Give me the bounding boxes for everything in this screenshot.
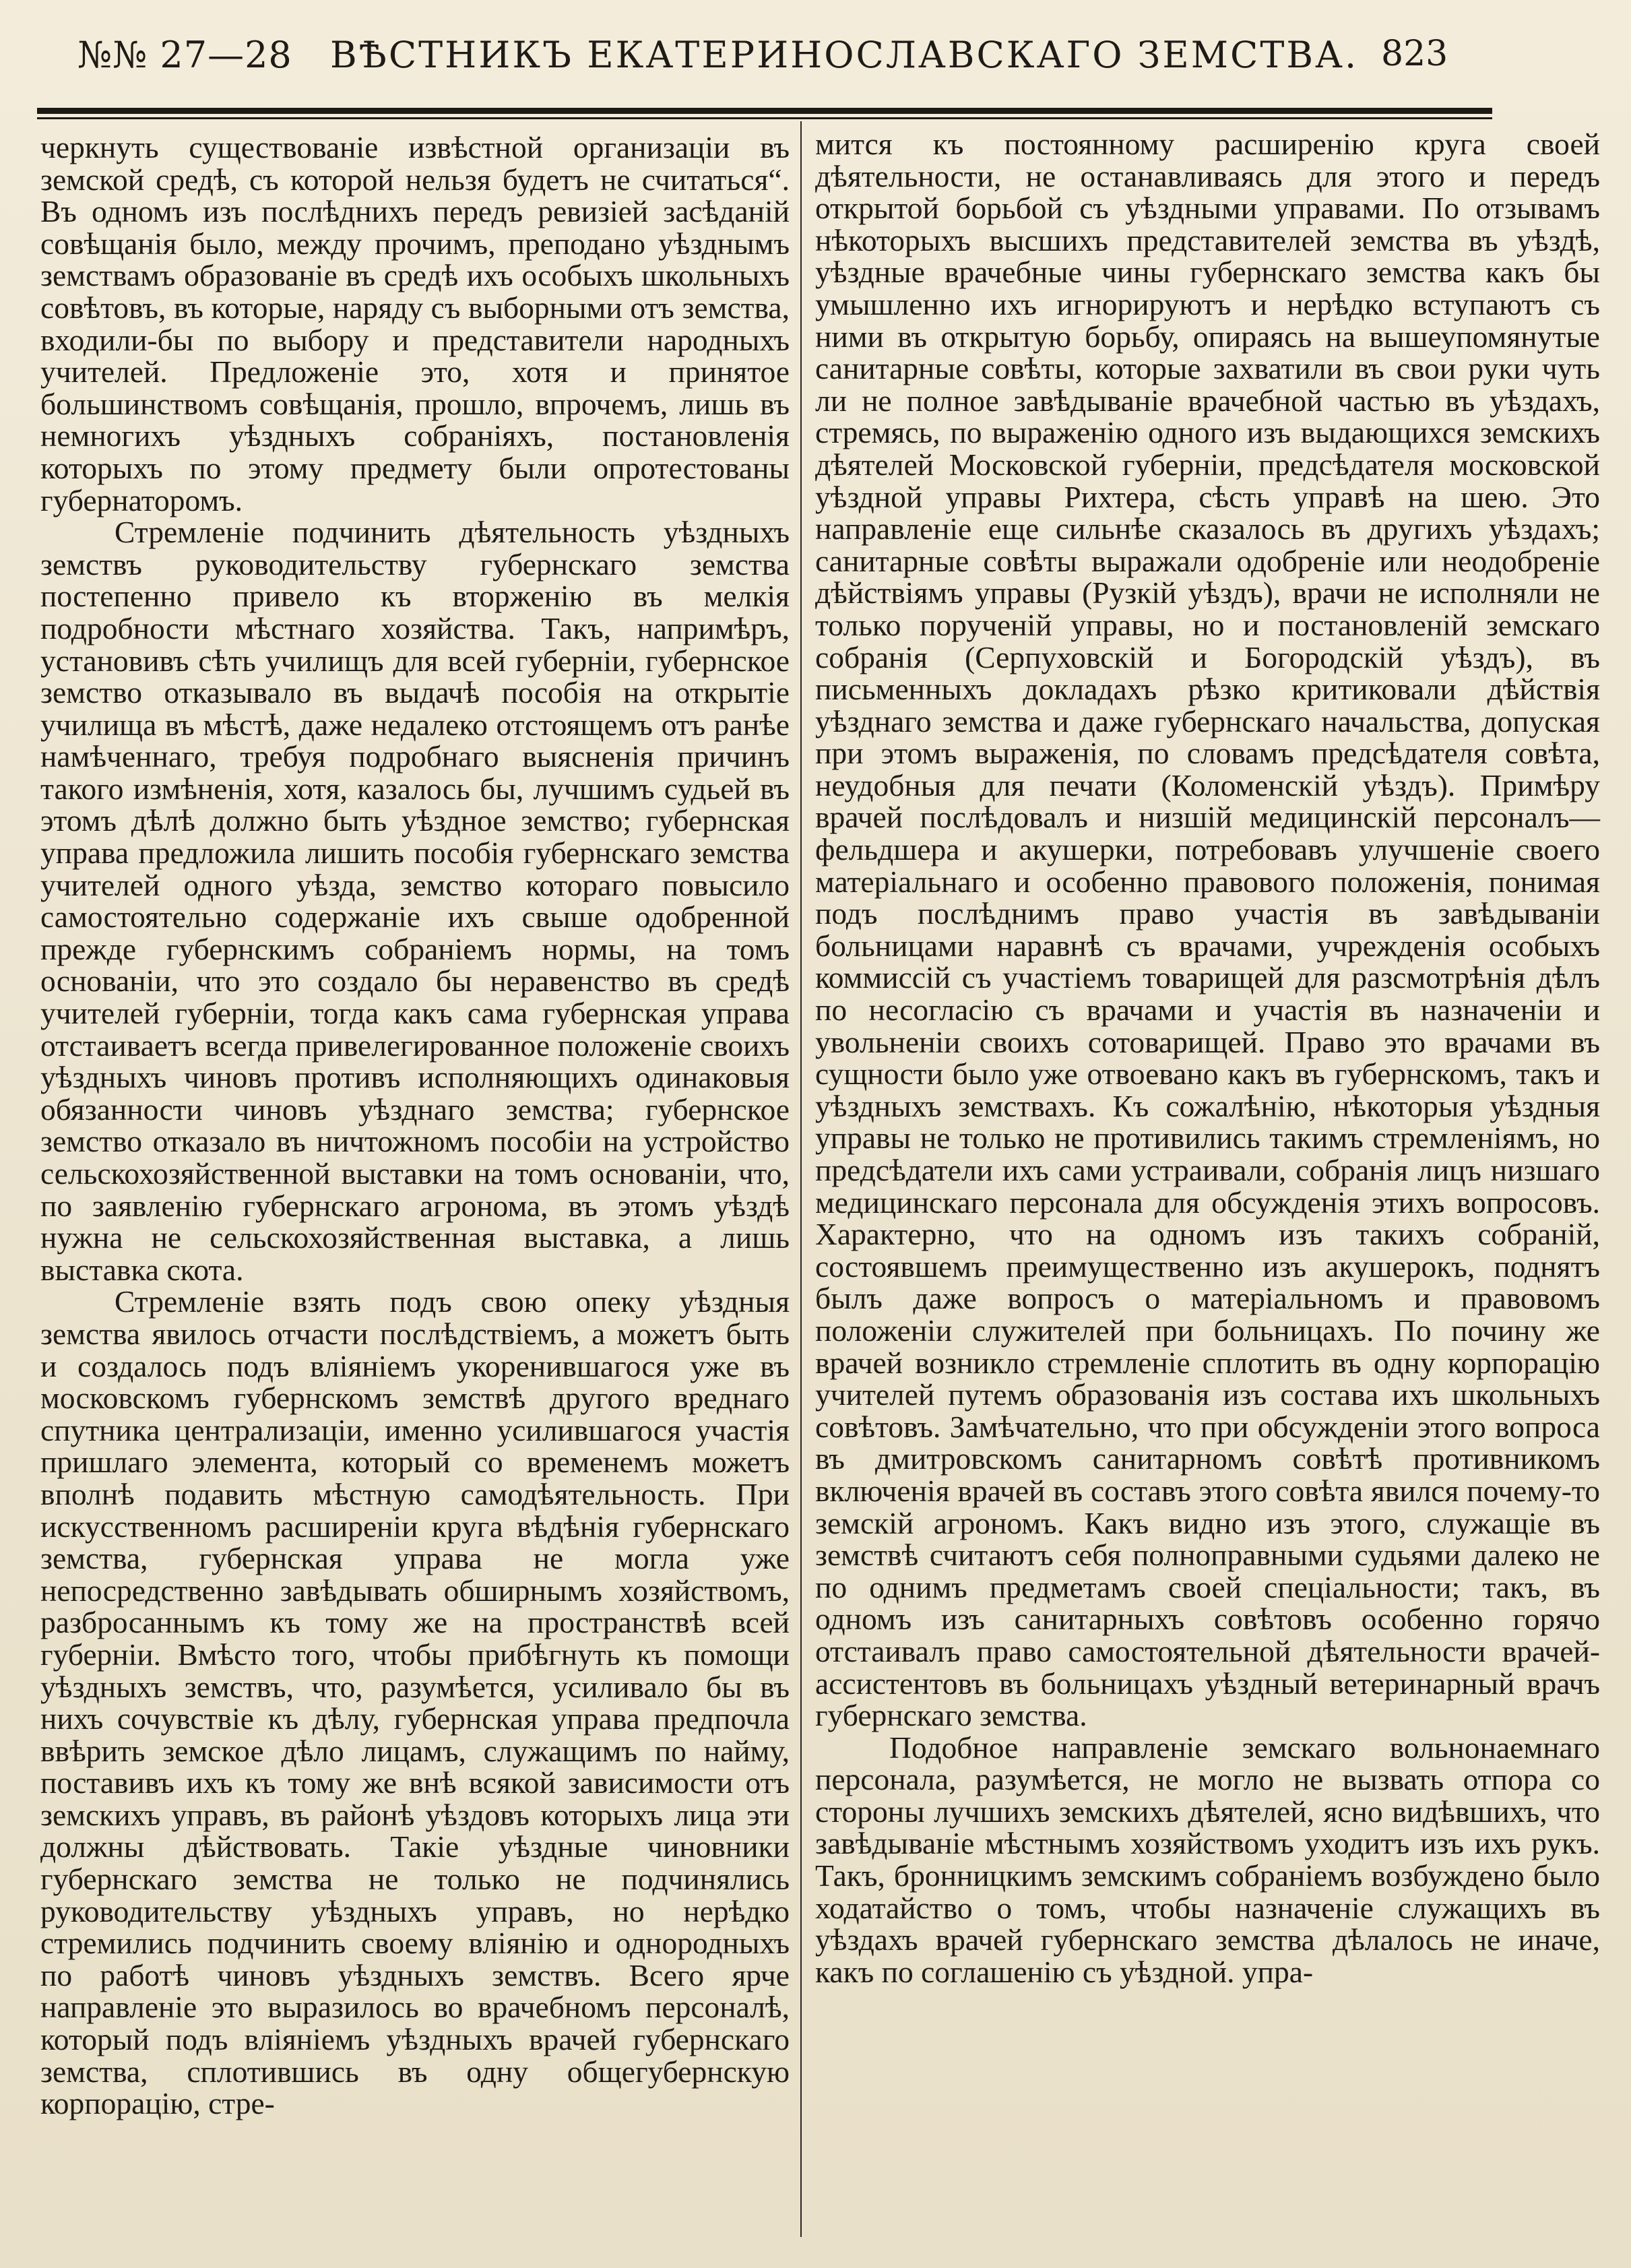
column-divider bbox=[800, 121, 802, 2237]
issue-number: №№ 27—28 bbox=[77, 34, 292, 76]
header-rule-thick bbox=[37, 108, 1492, 114]
left-paragraph-3: Стремленіе взять подъ свою опеку уѣздныя земства явилось отчасти послѣдствіемъ, а можетъ быть и создалось подъ вліяніемъ укоренившагося уже въ московскомъ губернскомъ земствѣ другого вреднаго спутника централизаціи, именно усилившагося участія пришлаго элемента, который со временемъ можетъ вполнѣ подавить мѣстную самодѣятельность. При искусственномъ расширеніи круга вѣдѣнія губернскаго земства, губернская управа не могла уже непосредственно завѣдывать обширнымъ хозяйствомъ, разбросаннымъ къ тому же на пространствѣ всей губерніи. Вмѣсто того, чтобы прибѣгнуть къ помощи уѣздныхъ земствъ, что, разумѣется, усиливало бы въ нихъ сочувствіе къ дѣлу, губернская управа предпочла ввѣрить земское дѣло лицамъ, служащимъ по найму, поставивъ ихъ къ тому же внѣ всякой зависимости отъ земскихъ управъ, въ районѣ уѣздовъ которыхъ лица эти должны дѣйствовать. Такіе уѣздные чиновники губернскаго земства не только не подчинялись руководительству уѣздныхъ управъ, но нерѣдко стремились подчинить своему вліянію и однородныхъ по работѣ чиновъ уѣздныхъ земствъ. Всего ярче направленіе это выразилось во врачебномъ персоналѣ, который подъ вліяніемъ уѣздныхъ врачей губернскаго земства, сплотившись въ одну общегубернскую корпорацію, стре- bbox=[40, 1284, 790, 2121]
left-column bbox=[40, 131, 790, 2120]
page-number: 823 bbox=[1381, 34, 1448, 74]
left-paragraph-1: черкнуть существованіе извѣстной организаціи въ земской средѣ, съ которой нельзя будетъ не считаться“. Въ одномъ изъ послѣднихъ передъ ревизіей засѣданій совѣщанія было, между прочимъ, преподано уѣзднымъ земствамъ образованіе въ средѣ ихъ особыхъ школьныхъ совѣтовъ, въ которые, наряду съ выборными отъ земства, входили-бы по выбору и представители народныхъ учителей. Предложеніе это, хотя и принятое большинствомъ совѣщанія, прошло, впрочемъ, лишь въ немногихъ уѣздныхъ собраніяхъ, постановленія которыхъ по этому предмету были опротестованы губернаторомъ. bbox=[40, 130, 790, 517]
journal-title: ВѢСТНИКЪ ЕКАТЕРИНОСЛАВСКАГО ЗЕМСТВА. bbox=[330, 34, 1359, 76]
header-rule-thin bbox=[37, 117, 1492, 119]
right-paragraph-2: Подобное направленіе земскаго вольнонаемнаго персонала, разумѣется, не могло не вызвать отпора со стороны лучшихъ земскихъ дѣятелей, ясно видѣвшихъ, что завѣдываніе мѣстнымъ хозяйствомъ уходитъ изъ ихъ рукъ. Такъ, бронницкимъ земскимъ собраніемъ возбуждено было ходатайство о томъ, чтобы назначеніе служащихъ въ уѣздахъ врачей губернскаго земства дѣлалось не иначе, какъ по соглашенію съ уѣздной. упра- bbox=[815, 1730, 1600, 1989]
page-header bbox=[40, 27, 1482, 101]
right-paragraph-1: мится къ постоянному расширенію круга своей дѣятельности, не останавливаясь для этого и передъ открытой борьбой съ уѣздными управами. По отзывамъ нѣкоторыхъ высшихъ представителей земства въ уѣздѣ, уѣздные врачебные чины губернскаго земства какъ бы умышленно ихъ игнорируютъ и нерѣдко вступаютъ съ ними въ открытую борьбу, опираясь на вышеупомянутые санитарные совѣты, которые захватили въ свои руки чуть ли не полное завѣдываніе врачебной частью въ уѣздахъ, стремясь, по выраженію одного изъ выдающихся земскихъ дѣятелей Московской губерніи, предсѣдателя московской уѣздной управы Рихтера, сѣсть управѣ на шею. Это направленіе еще сильнѣе сказалось въ другихъ уѣздахъ; санитарные совѣты выражали одобреніе или неодобреніе дѣйствіямъ управы (Рузкій уѣздъ), врачи не исполняли не только порученій управы, но и постановленій земскаго собранія (Серпуховскій и Богородскій уѣздъ), въ письменныхъ докладахъ рѣзко критиковали дѣйствія уѣзднаго земства и даже губернскаго начальства, допуская при этомъ выраженія, по словамъ предсѣдателя совѣта, неудобныя для печати (Коломенскій уѣздъ). Примѣру врачей послѣдовалъ и низшій медицинскій персоналъ—фельдшера и акушерки, потребовавъ улучшеніе своего матеріальнаго и особенно правового положенія, понимая подъ послѣднимъ право участія въ завѣдываніи больницами наравнѣ съ врачами, учрежденія особыхъ коммиссій съ участіемъ товарищей для разсмотрѣнія дѣлъ по несогласію съ врачами и участія въ назначеніи и увольненіи своихъ сотоварищей. Право это врачами въ сущности было уже отвоевано какъ въ губернскомъ, такъ и уѣздныхъ земствахъ. Къ сожалѣнію, нѣкоторыя уѣздныя управы не только не противились такимъ стремленіямъ, но предсѣдатели ихъ сами устраивали, собранія лицъ низшаго медицинскаго персонала для обсужденія этихъ вопросовъ. Характерно, что на одномъ изъ такихъ собраній, состоявшемъ преимущественно изъ акушерокъ, поднятъ былъ даже вопросъ о матеріальномъ и правовомъ положеніи служителей при больницахъ. По почину же врачей возникло стремленіе сплотить въ одну корпорацію учителей путемъ образованія изъ состава ихъ школьныхъ совѣтовъ. Замѣчательно, что при обсужденіи этого вопроса въ дмитровскомъ санитарномъ совѣтѣ противникомъ включенія врачей въ составъ этого совѣта явился почему-то земскій агрономъ. Какъ видно изъ этого, служащіе въ земствѣ считаютъ себя полноправными судьями далеко не по однимъ предметамъ своей спеціальности; такъ, въ одномъ изъ санитарныхъ совѣтовъ особенно горячо отстаивалъ право самостоятельной дѣятельности врачей-ассистентовъ въ больницахъ уѣздный ветеринарный врачъ губернскаго земства. bbox=[815, 127, 1600, 1733]
right-column bbox=[815, 128, 1600, 1988]
left-paragraph-2: Стремленіе подчинить дѣятельность уѣздныхъ земствъ руководительству губернскаго земства постепенно привело къ вторженію въ мелкія подробности мѣстнаго хозяйства. Такъ, напримѣръ, установивъ сѣть училищъ для всей губерніи, губернское земство отказывало въ выдачѣ пособія на открытіе училища въ мѣстѣ, даже недалеко отстоящемъ отъ ранѣе намѣченнаго, требуя подробнаго выясненія причинъ такого измѣненія, хотя, казалось бы, лучшимъ судьей въ этомъ дѣлѣ должно быть уѣздное земство; губернская управа предложила лишить пособія губернскаго земства учителей одного уѣзда, земство котораго повысило самостоятельно содержаніе ихъ свыше одобренной прежде губернскимъ собраніемъ нормы, на томъ основаніи, что это создало бы неравенство въ средѣ учителей губерніи, тогда какъ сама губернская управа отстаиваетъ всегда привелегированное положеніе своихъ уѣздныхъ чиновъ противъ исполняющихъ одинаковыя обязанности чиновъ уѣзднаго земства; губернское земство отказало въ ничтожномъ пособіи на устройство сельскохозяйственной выставки на томъ основаніи, что, по заявленію губернскаго агронома, въ этомъ уѣздѣ нужна не сельскохозяйственная выставка, а лишь выставка скота. bbox=[40, 515, 790, 1287]
